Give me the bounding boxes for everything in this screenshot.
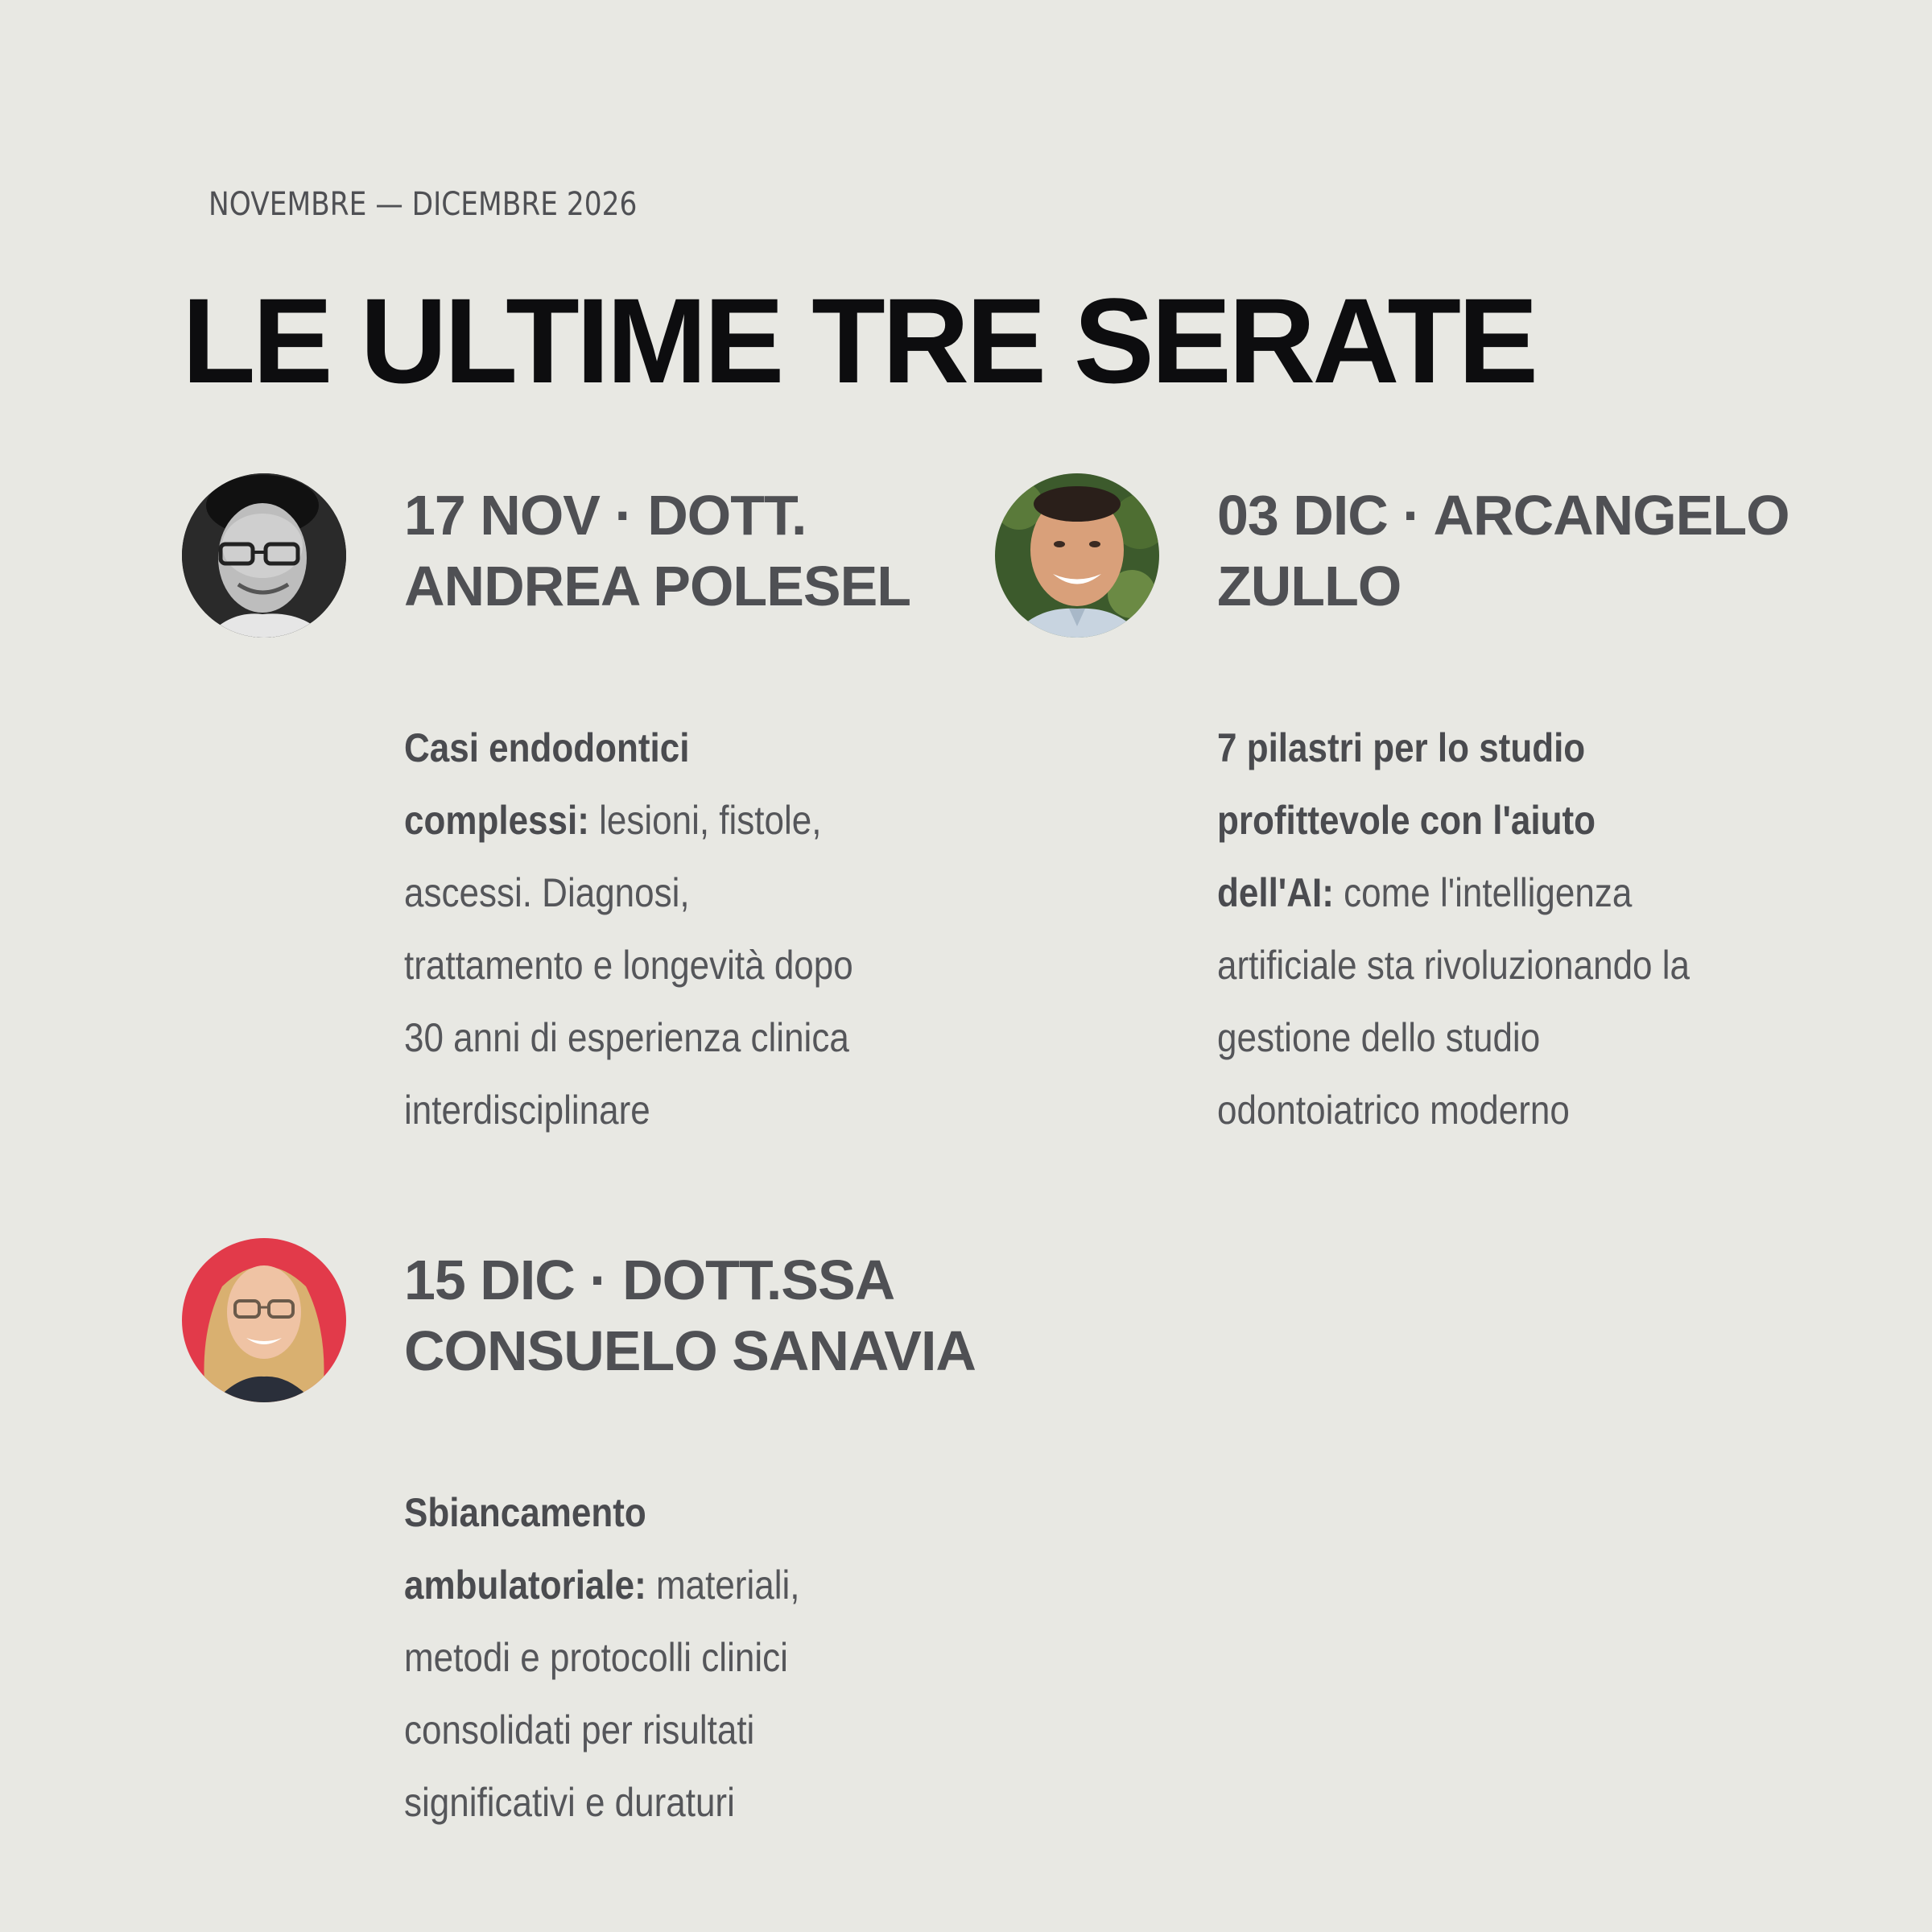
portrait-woman-blonde-icon <box>182 1238 346 1402</box>
event-details: lesioni, fistole, ascessi. Diagnosi, trattamento e longevità dopo 30 anni di esperienza clinica interdisciplinare <box>404 798 853 1133</box>
event-details: come l'intelligenza artificiale sta rivoluzionando la gestione dello studio odontoiatrico moderno <box>1217 870 1690 1133</box>
event-description <box>404 712 872 1146</box>
event-description <box>404 1476 872 1839</box>
event-topic: Casi endodontici complessi: <box>404 725 690 843</box>
event-description <box>1217 712 1713 1146</box>
speaker-avatar <box>995 473 1159 638</box>
event-title: 17 NOV · DOTT. ANDREA POLESEL <box>404 484 911 617</box>
portrait-man-smiling-icon <box>995 473 1159 638</box>
speaker-avatar <box>182 473 346 638</box>
event-topic: 7 pilastri per lo studio profittevole con l'aiuto dell'AI: <box>1217 725 1596 915</box>
speaker-avatar <box>182 1238 346 1402</box>
event-details: materiali, metodi e protocolli clinici consolidati per risultati significativi e duraturi <box>404 1563 800 1825</box>
event-title: 15 DIC · DOTT.SSA CONSUELO SANAVIA <box>404 1249 976 1382</box>
date-range-label: NOVEMBRE — DICEMBRE 2026 <box>208 186 638 223</box>
page-title: LE ULTIME TRE SERATE <box>182 273 1536 408</box>
event-topic: Sbiancamento ambulatoriale: <box>404 1490 646 1608</box>
portrait-man-glasses-icon <box>182 473 346 638</box>
event-title: 03 DIC · ARCANGELO ZULLO <box>1217 484 1790 617</box>
